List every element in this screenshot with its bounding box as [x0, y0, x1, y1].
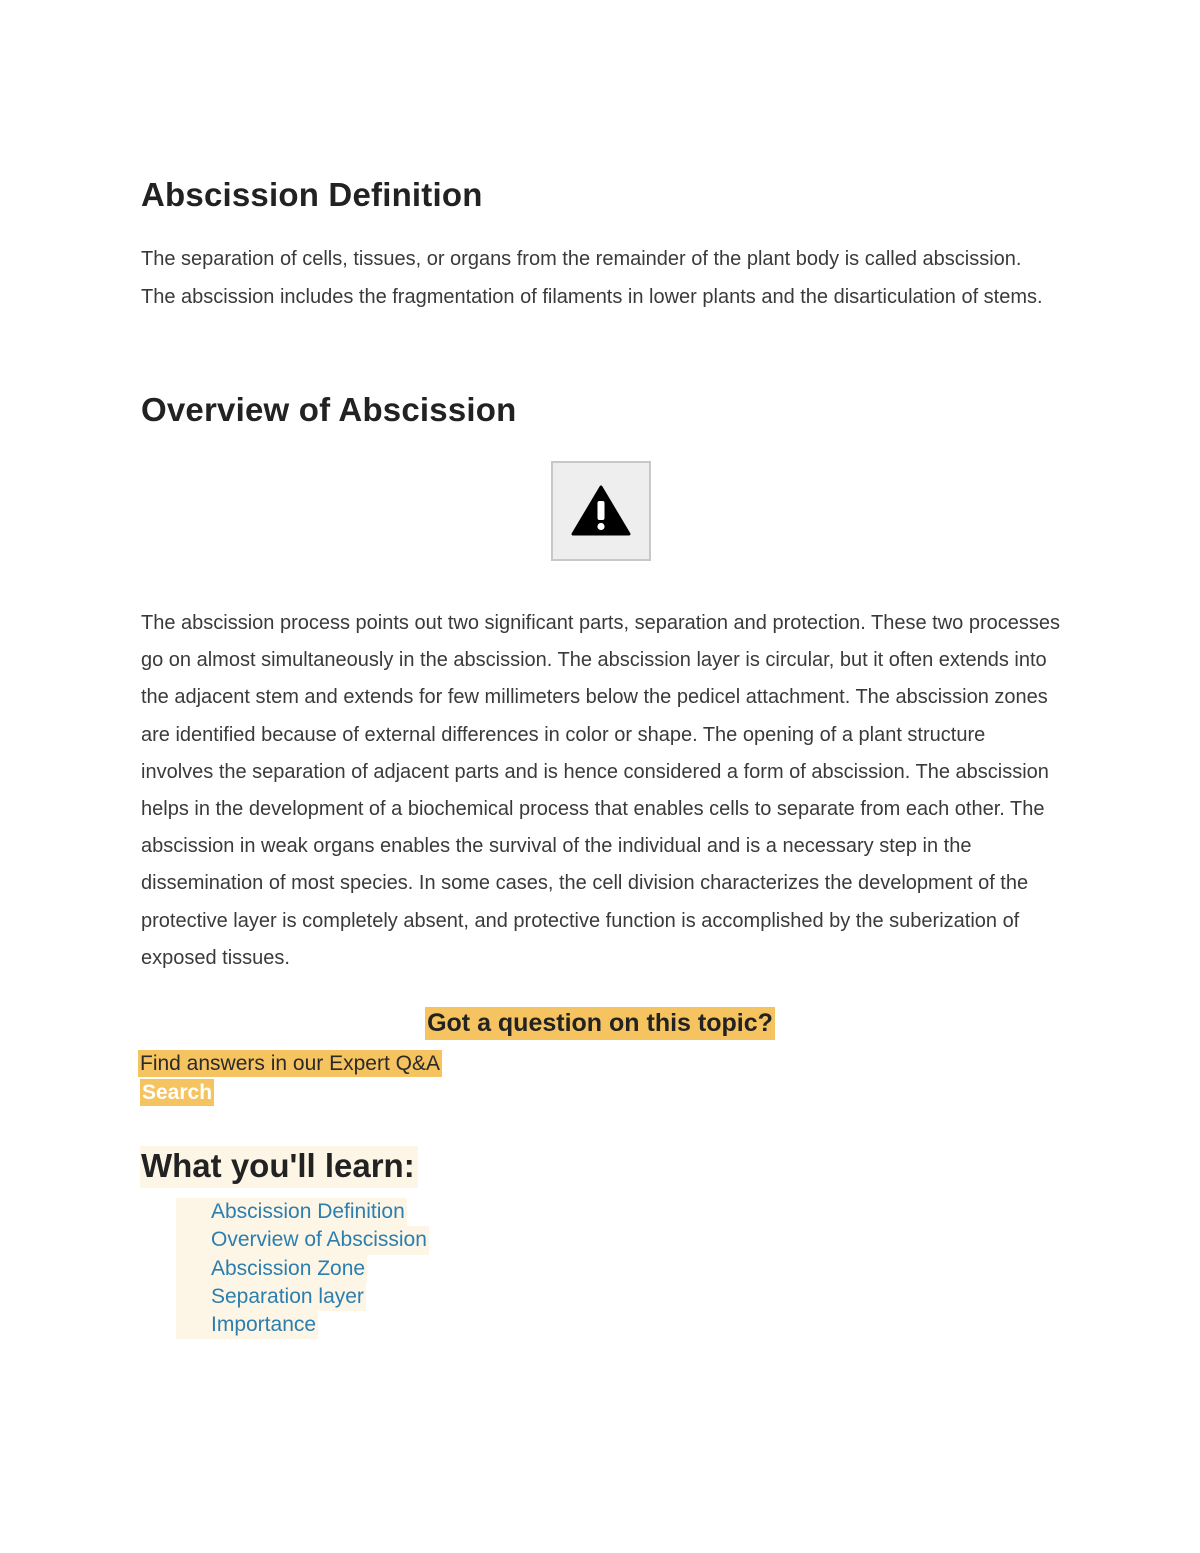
cta-question-wrap: [141, 1007, 1059, 1040]
learn-list-item: [176, 1226, 429, 1254]
overview-heading: Overview of Abscission: [141, 391, 517, 428]
toc-link-separation-layer[interactable]: Separation layer: [211, 1284, 364, 1308]
learn-list-item: [176, 1311, 318, 1339]
learn-list: [176, 1198, 429, 1339]
search-button[interactable]: Search: [142, 1081, 213, 1104]
broken-image-placeholder: [551, 461, 651, 561]
definition-heading: Abscission Definition: [141, 176, 483, 213]
learn-list-item: [176, 1283, 366, 1311]
toc-link-overview-of-abscission[interactable]: Overview of Abscission: [211, 1228, 427, 1252]
learn-list-item: [176, 1255, 367, 1283]
cta-find-answers: Find answers in our Expert Q&A: [140, 1052, 440, 1075]
toc-link-abscission-definition[interactable]: Abscission Definition: [211, 1200, 405, 1223]
toc-link-abscission-zone[interactable]: Abscission Zone: [211, 1256, 366, 1280]
toc-link-importance[interactable]: Importance: [211, 1313, 317, 1337]
warning-icon: [571, 485, 631, 537]
learn-list-item: [176, 1198, 407, 1226]
cta-question: Got a question on this topic?: [425, 1007, 775, 1040]
definition-paragraph: The separation of cells, tissues, or organs from the remainder of the plant body is called abscission. The abscission includes the fragmentation of filaments in lower plants and the disarticulation of stems.: [141, 248, 1043, 308]
learn-heading: What you'll learn:: [140, 1146, 418, 1188]
overview-paragraph: The abscission process points out two significant parts, separation and protection. These two processes go on almost simultaneously in the abscission. The abscission layer is circular, but it often extends into the adjacent stem and extends for few millimeters below the pedicel attachment. The abscission zones are identified because of external differences in color or shape. The opening of a plant structure involves the separation of adjacent parts and is hence considered a form of abscission. The abscission helps in the development of a biochemical process that enables cells to separate from each other. The abscission in weak organs enables the survival of the individual and is a necessary step in the dissemination of most species. In some cases, the cell division characterizes the development of the protective layer is completely absent, and protective function is accomplished by the suberization of exposed tissues.: [141, 612, 1061, 969]
